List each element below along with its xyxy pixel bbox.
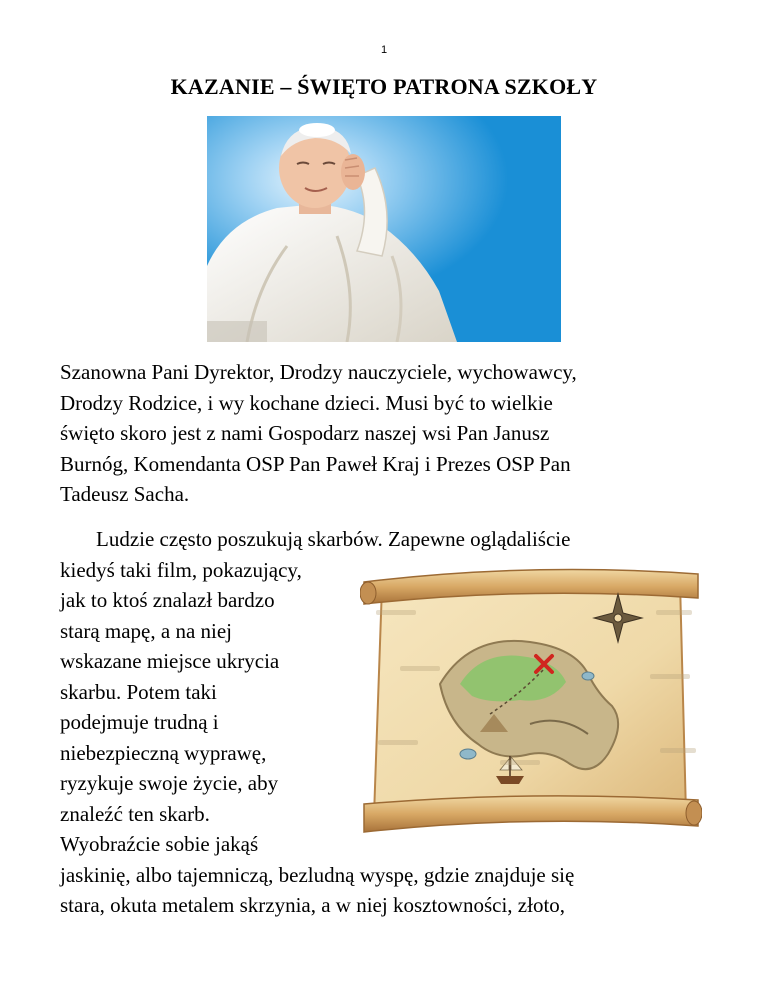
page-title: KAZANIE – ŚWIĘTO PATRONA SZKOŁY (170, 74, 598, 99)
text-line: Ludzie często poszukują skarbów. Zapewne oglądaliście (96, 527, 571, 551)
text-line: święto skoro jest z nami Gospodarz naszej wsi Pan Janusz (60, 421, 550, 445)
text-line: wskazane miejsce ukrycia (60, 649, 280, 673)
text-line: jak to ktoś znalazł bardzo (60, 588, 275, 612)
text-line: Drodzy Rodzice, i wy kochane dzieci. Musi być to wielkie (60, 390, 553, 415)
text-line: skarbu. Potem taki (60, 679, 217, 704)
text-line: niebezpieczną wyprawę, (60, 740, 267, 765)
pope-portrait-illustration (207, 116, 561, 342)
text-line: starą mapę, a na niej (60, 618, 232, 643)
paragraph-greeting (60, 357, 720, 510)
text-line: znaleźć ten skarb. (60, 801, 210, 826)
page-number: 1 (380, 44, 388, 56)
text-line: Szanowna Pani Dyrektor, Drodzy nauczyciele, wychowawcy, (60, 360, 577, 384)
text-line: stara, okuta metalem skrzynia, a w niej kosztowności, złoto, (60, 893, 566, 917)
text-line: Burnóg, Komendanta OSP Pan Paweł Kraj i Prezes OSP Pan (60, 451, 571, 476)
treasure-map-illustration (360, 564, 702, 840)
text-line: kiedyś taki film, pokazujący, (60, 557, 302, 582)
text-line: Tadeusz Sacha. (60, 482, 190, 506)
text-line: jaskinię, albo tajemniczą, bezludną wyspę, gdzie znajduje się (60, 862, 575, 887)
text-line: podejmuje trudną i (60, 710, 219, 734)
text-line: ryzykuje swoje życie, aby (60, 771, 279, 795)
text-line: Wyobraźcie sobie jakąś (60, 832, 259, 856)
